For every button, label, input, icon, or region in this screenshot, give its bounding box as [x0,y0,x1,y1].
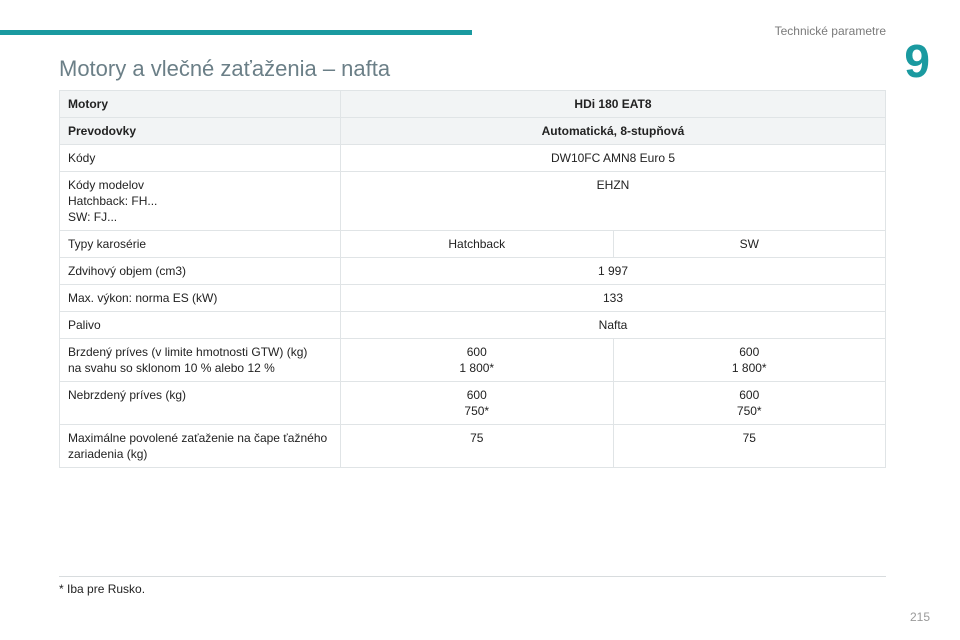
row-label: Motory [60,91,341,118]
row-label: Zdvihový objem (cm3) [60,258,341,285]
row-value: 1 997 [341,258,886,285]
value-line: 600 [739,345,760,359]
table-row [60,118,886,145]
footnote-divider [59,576,886,577]
table-row [60,382,886,425]
row-label: Palivo [60,312,341,339]
table-row [60,145,886,172]
label-line: Hatchback: FH... [68,194,158,208]
row-value-sw [613,339,886,382]
table-row [60,258,886,285]
value-line: 1 800* [459,361,495,375]
row-value-hatchback [341,339,614,382]
value-line: 600 [466,345,487,359]
row-label [60,425,341,468]
header-accent-bar [0,30,472,35]
value-line: 1 800* [731,361,767,375]
body-type-hatchback: Hatchback [341,231,614,258]
section-name: Technické parametre [774,24,886,38]
row-label: Typy karosérie [60,231,341,258]
label-line: SW: FJ... [68,210,118,224]
row-value: HDi 180 EAT8 [341,91,886,118]
table-row [60,172,886,231]
body-type-sw: SW [613,231,886,258]
table-row [60,91,886,118]
row-label: Nebrzdený príves (kg) [60,382,341,425]
page-number: 215 [909,610,930,624]
row-value-sw: 75 [613,425,886,468]
chapter-number: 9 [904,35,930,87]
row-value: Nafta [341,312,886,339]
value-line: 600 [739,388,760,402]
value-line: 750* [736,404,762,418]
value-line: 600 [466,388,487,402]
row-label: Prevodovky [60,118,341,145]
row-label: Kódy [60,145,341,172]
row-value-hatchback [341,382,614,425]
row-value: EHZN [341,172,886,231]
row-value: 133 [341,285,886,312]
table-row [60,339,886,382]
label-line: na svahu so sklonom 10 % alebo 12 % [68,361,275,375]
value-line: 750* [464,404,490,418]
label-line: Brzdený príves (v limite hmotnosti GTW) (kg) [68,345,308,359]
row-value-sw [613,382,886,425]
row-label [60,172,341,231]
footnote: * Iba pre Rusko. [59,582,146,596]
row-value: Automatická, 8-stupňová [341,118,886,145]
table-row [60,425,886,468]
table-row [60,231,886,258]
row-value-hatchback: 75 [341,425,614,468]
table-row [60,285,886,312]
label-line: Maximálne povolené zaťaženie na čape ťažného [68,431,328,445]
table-row [60,312,886,339]
label-line: zariadenia (kg) [68,447,148,461]
row-label [60,339,341,382]
page-title: Motory a vlečné zaťaženia – nafta [59,56,391,81]
label-line: Kódy modelov [68,178,145,192]
row-label: Max. výkon: norma ES (kW) [60,285,341,312]
row-value: DW10FC AMN8 Euro 5 [341,145,886,172]
engine-spec-table [59,90,886,468]
